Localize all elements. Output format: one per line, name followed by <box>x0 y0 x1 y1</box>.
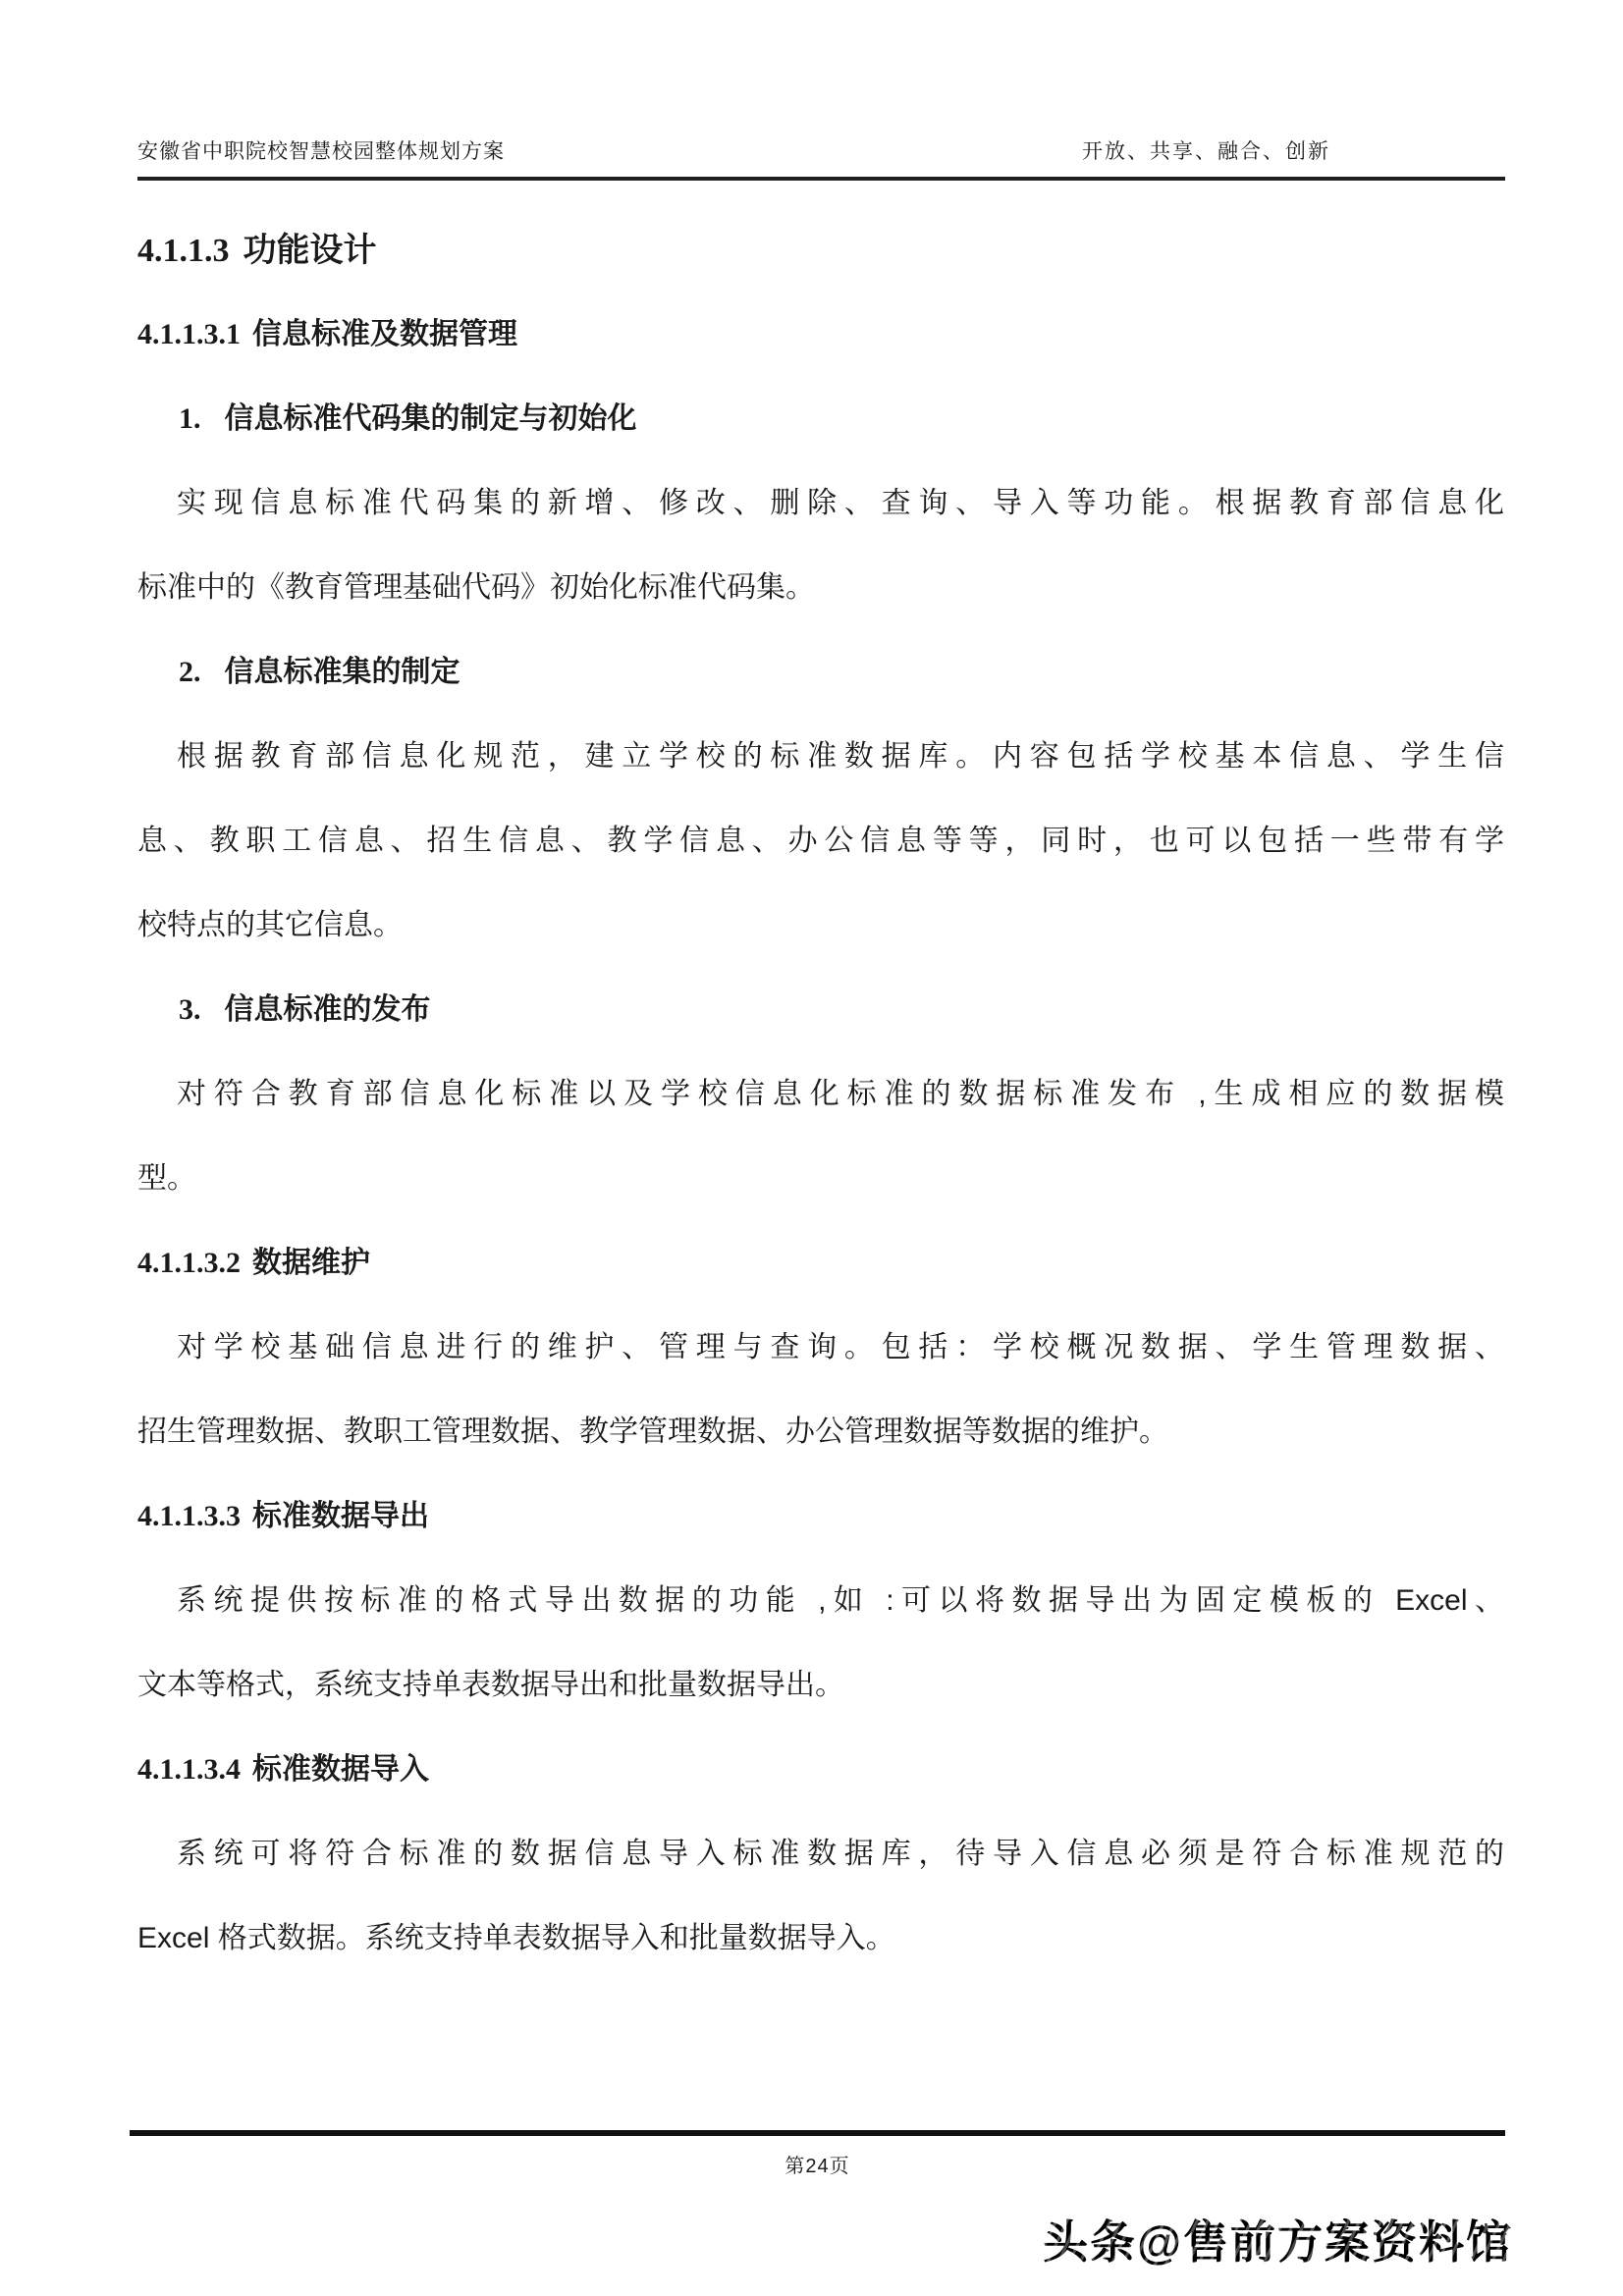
paragraph-line: 标准中的《教育管理基础代码》初始化标准代码集。 <box>137 571 815 604</box>
paragraph-line: Excel 格式数据。系统支持单表数据导入和批量数据导入。 <box>137 1922 895 1954</box>
heading-number: 4.1.1.3.3 <box>137 1500 241 1532</box>
numbered-item-heading-2 <box>137 630 1504 715</box>
page-footer <box>130 2130 1505 2178</box>
heading-text: 数据维护 <box>252 1247 370 1279</box>
header-slogan: 开放、共享、融合、创新 <box>1082 140 1330 163</box>
item-number: 3. <box>179 993 201 1026</box>
heading-number: 4.1.1.3 <box>137 233 230 269</box>
item-text: 信息标准代码集的制定与初始化 <box>224 402 637 435</box>
section-heading-4-1-1-3 <box>137 208 1504 293</box>
heading-number: 4.1.1.3.4 <box>137 1753 241 1786</box>
heading-text: 标准数据导入 <box>252 1753 429 1786</box>
paragraph-line: 型。 <box>137 1162 196 1195</box>
heading-text: 信息标准及数据管理 <box>252 318 517 350</box>
heading-number: 4.1.1.3.1 <box>137 318 241 350</box>
item-text: 信息标准集的制定 <box>224 656 460 688</box>
item-text: 信息标准的发布 <box>224 993 431 1026</box>
paragraph-line: 招生管理数据、教职工管理数据、教学管理数据、办公管理数据等数据的维护。 <box>137 1415 1168 1448</box>
heading-text: 标准数据导出 <box>252 1500 429 1532</box>
section-heading-4-1-1-3-2 <box>137 1221 1504 1306</box>
heading-number: 4.1.1.3.2 <box>137 1247 241 1279</box>
paragraph-line: 校特点的其它信息。 <box>137 909 403 941</box>
paragraph-line: 对学校基础信息进行的维护、管理与查询。包括：学校概况数据、学生管理数据、 <box>177 1331 1504 1363</box>
paragraph-line: 系统可将符合标准的数据信息导入标准数据库，待导入信息必须是符合标准规范的 <box>177 1838 1504 1870</box>
paragraph-line: 实现信息标准代码集的新增、修改、删除、查询、导入等功能。根据教育部信息化 <box>177 487 1504 519</box>
heading-text: 功能设计 <box>243 232 377 269</box>
paragraph-line: 文本等格式，系统支持单表数据导出和批量数据导出。 <box>137 1669 844 1701</box>
paragraph-line: 根据教育部信息化规范，建立学校的标准数据库。内容包括学校基本信息、学生信 <box>177 740 1504 773</box>
paragraph-line: 系统提供按标准的格式导出数据的功能 ,如 :可以将数据导出为固定模板的 Excel、 <box>177 1584 1504 1617</box>
item-number: 1. <box>179 402 201 435</box>
paragraph-line: 息、教职工信息、招生信息、教学信息、办公信息等等，同时，也可以包括一些带有学 <box>137 825 1504 857</box>
section-heading-4-1-1-3-3 <box>137 1474 1504 1559</box>
item-number: 2. <box>179 656 201 688</box>
page-number: 第24页 <box>784 2156 850 2177</box>
numbered-item-heading-1 <box>137 377 1504 461</box>
watermark-text: 头条@售前方案资料馆 <box>1043 2207 1513 2271</box>
numbered-item-heading-3 <box>137 968 1504 1052</box>
section-heading-4-1-1-3-1 <box>137 293 1504 377</box>
page-header <box>137 135 1505 181</box>
header-document-title: 安徽省中职院校智慧校园整体规划方案 <box>137 140 505 163</box>
document-body <box>137 208 1504 1981</box>
section-heading-4-1-1-3-4 <box>137 1728 1504 1812</box>
paragraph-line: 对符合教育部信息化标准以及学校信息化标准的数据标准发布 ,生成相应的数据模 <box>177 1078 1504 1110</box>
